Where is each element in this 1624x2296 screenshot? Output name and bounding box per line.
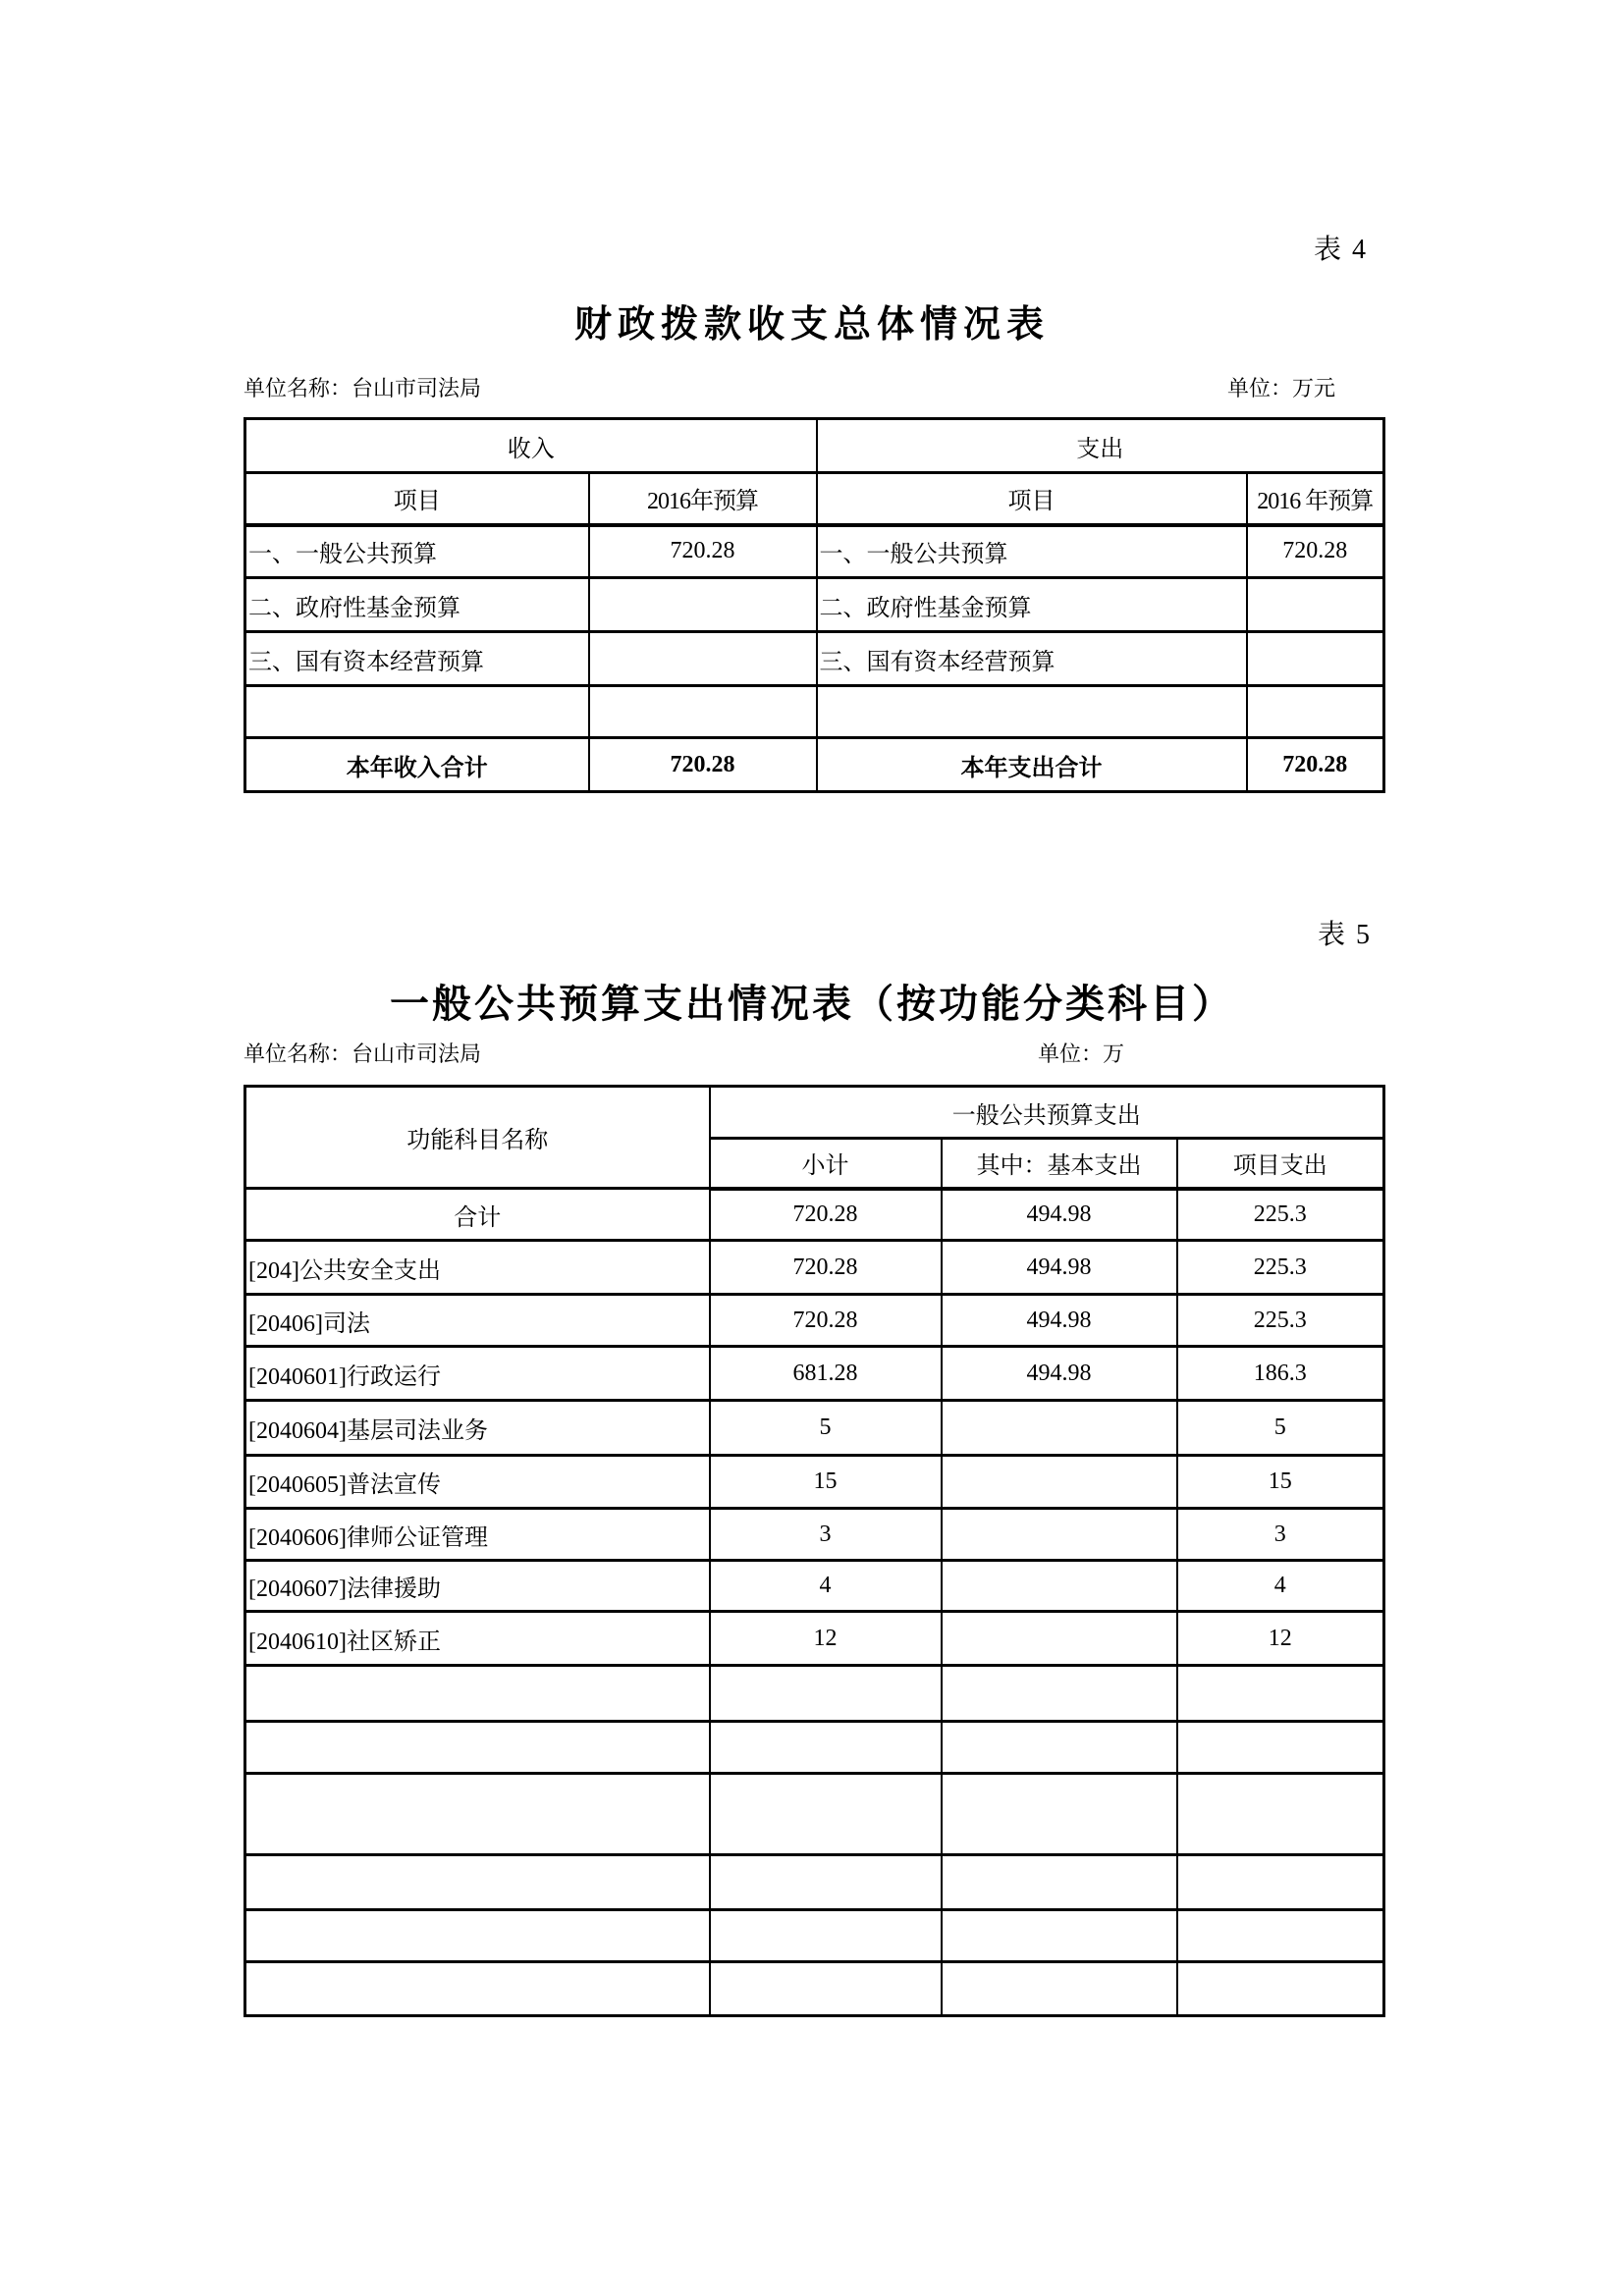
project-cell: 4 xyxy=(1177,1561,1384,1612)
subtotal-cell: 15 xyxy=(710,1456,942,1509)
table5-unit: 单位：万 xyxy=(1038,1041,1125,1066)
income-total-label: 本年收入合计 xyxy=(245,738,589,792)
basic-cell xyxy=(942,1612,1177,1666)
basic-cell xyxy=(942,1456,1177,1509)
table4-label: 表 4 xyxy=(1314,235,1369,265)
project-cell: 15 xyxy=(1177,1456,1384,1509)
table-row xyxy=(245,1666,1384,1722)
empty-cell xyxy=(1177,1855,1384,1910)
expense-header: 支出 xyxy=(817,419,1384,473)
income-value-cell xyxy=(589,686,817,738)
empty-cell xyxy=(245,1855,710,1910)
table-row xyxy=(245,1456,1384,1509)
expense-item-cell xyxy=(817,686,1247,738)
table-row xyxy=(245,578,1384,632)
expense-value-cell xyxy=(1247,578,1384,632)
basic-cell xyxy=(942,1509,1177,1561)
empty-cell xyxy=(942,1962,1177,2016)
table-row xyxy=(245,1295,1384,1347)
subtotal-cell: 12 xyxy=(710,1612,942,1666)
expense-total-label: 本年支出合计 xyxy=(817,738,1247,792)
table-row xyxy=(245,1910,1384,1962)
empty-cell xyxy=(1177,1910,1384,1962)
table-row xyxy=(245,632,1384,686)
table-row xyxy=(245,1401,1384,1456)
empty-cell xyxy=(710,1910,942,1962)
table-row xyxy=(245,1509,1384,1561)
expense-budget-header: 2016 年预算 xyxy=(1247,473,1384,525)
table5-title: 一般公共预算支出情况表（按功能分类科目） xyxy=(390,983,1234,1026)
table-row xyxy=(245,1189,1384,1241)
table-row xyxy=(245,1561,1384,1612)
table-row xyxy=(245,1241,1384,1295)
function-name-cell: [2040604]基层司法业务 xyxy=(245,1401,710,1456)
project-cell: 225.3 xyxy=(1177,1241,1384,1295)
basic-cell: 494.98 xyxy=(942,1295,1177,1347)
empty-cell xyxy=(942,1855,1177,1910)
function-name-cell: 合计 xyxy=(245,1189,710,1241)
empty-cell xyxy=(942,1910,1177,1962)
table-row xyxy=(245,1962,1384,2016)
income-value-cell xyxy=(589,632,817,686)
empty-cell xyxy=(710,1855,942,1910)
table-row xyxy=(245,1612,1384,1666)
empty-cell xyxy=(1177,1962,1384,2016)
subtotal-cell: 3 xyxy=(710,1509,942,1561)
function-name-cell: [2040606]律师公证管理 xyxy=(245,1509,710,1561)
function-name-cell: [204]公共安全支出 xyxy=(245,1241,710,1295)
table-row xyxy=(245,1087,1384,1139)
subtotal-cell: 720.28 xyxy=(710,1189,942,1241)
table-row xyxy=(245,1855,1384,1910)
subtotal-cell: 720.28 xyxy=(710,1295,942,1347)
table-row xyxy=(245,738,1384,792)
empty-cell xyxy=(1177,1666,1384,1722)
subtotal-cell: 5 xyxy=(710,1401,942,1456)
empty-cell xyxy=(1177,1722,1384,1774)
expense-value-cell: 720.28 xyxy=(1247,525,1384,578)
table-row xyxy=(245,525,1384,578)
basic-cell xyxy=(942,1401,1177,1456)
project-cell: 5 xyxy=(1177,1401,1384,1456)
function-name-cell: [2040605]普法宣传 xyxy=(245,1456,710,1509)
table-row xyxy=(245,473,1384,525)
function-name-cell: [20406]司法 xyxy=(245,1295,710,1347)
table-row xyxy=(245,686,1384,738)
empty-cell xyxy=(710,1666,942,1722)
basic-cell xyxy=(942,1561,1177,1612)
function-name-cell: [2040607]法律援助 xyxy=(245,1561,710,1612)
table-row xyxy=(245,419,1384,473)
empty-cell xyxy=(245,1722,710,1774)
fiscal-overview-table xyxy=(244,417,1385,793)
income-item-cell xyxy=(245,686,589,738)
income-value-cell xyxy=(589,578,817,632)
table4-title: 财政拨款收支总体情况表 xyxy=(573,304,1050,346)
expense-item-cell: 二、政府性基金预算 xyxy=(817,578,1247,632)
expense-value-cell xyxy=(1247,686,1384,738)
basic-cell: 494.98 xyxy=(942,1241,1177,1295)
project-cell: 3 xyxy=(1177,1509,1384,1561)
income-budget-header: 2016年预算 xyxy=(589,473,817,525)
subtotal-cell: 720.28 xyxy=(710,1241,942,1295)
empty-cell xyxy=(942,1666,1177,1722)
table5-unit-name: 单位名称：台山市司法局 xyxy=(244,1041,482,1066)
project-cell: 225.3 xyxy=(1177,1295,1384,1347)
project-expenditure-header: 项目支出 xyxy=(1177,1139,1384,1189)
subtotal-cell: 681.28 xyxy=(710,1347,942,1401)
table-row xyxy=(245,1722,1384,1774)
function-name-header: 功能科目名称 xyxy=(245,1087,710,1189)
empty-cell xyxy=(245,1774,710,1855)
basic-cell: 494.98 xyxy=(942,1347,1177,1401)
expense-item-header: 项目 xyxy=(817,473,1247,525)
empty-cell xyxy=(245,1962,710,2016)
table4-unit-name: 单位名称：台山市司法局 xyxy=(244,376,482,400)
expense-value-cell xyxy=(1247,632,1384,686)
functional-expenditure-table xyxy=(244,1085,1385,2017)
table-row xyxy=(245,1347,1384,1401)
empty-cell xyxy=(942,1774,1177,1855)
project-cell: 186.3 xyxy=(1177,1347,1384,1401)
income-item-cell: 三、国有资本经营预算 xyxy=(245,632,589,686)
general-budget-group-header: 一般公共预算支出 xyxy=(710,1087,1384,1139)
empty-cell xyxy=(942,1722,1177,1774)
income-item-cell: 一、一般公共预算 xyxy=(245,525,589,578)
income-total-value: 720.28 xyxy=(589,738,817,792)
subtotal-header: 小计 xyxy=(710,1139,942,1189)
table4-unit: 单位：万元 xyxy=(1227,376,1336,400)
income-item-cell: 二、政府性基金预算 xyxy=(245,578,589,632)
function-name-cell: [2040610]社区矫正 xyxy=(245,1612,710,1666)
empty-cell xyxy=(710,1722,942,1774)
basic-expenditure-header: 其中：基本支出 xyxy=(942,1139,1177,1189)
subtotal-cell: 4 xyxy=(710,1561,942,1612)
empty-cell xyxy=(710,1774,942,1855)
income-value-cell: 720.28 xyxy=(589,525,817,578)
empty-cell xyxy=(710,1962,942,2016)
project-cell: 225.3 xyxy=(1177,1189,1384,1241)
project-cell: 12 xyxy=(1177,1612,1384,1666)
table-row xyxy=(245,1774,1384,1855)
function-name-cell: [2040601]行政运行 xyxy=(245,1347,710,1401)
income-header: 收入 xyxy=(245,419,817,473)
table5-label: 表 5 xyxy=(1318,920,1373,950)
basic-cell: 494.98 xyxy=(942,1189,1177,1241)
income-item-header: 项目 xyxy=(245,473,589,525)
expense-item-cell: 三、国有资本经营预算 xyxy=(817,632,1247,686)
empty-cell xyxy=(1177,1774,1384,1855)
expense-item-cell: 一、一般公共预算 xyxy=(817,525,1247,578)
empty-cell xyxy=(245,1910,710,1962)
expense-total-value: 720.28 xyxy=(1247,738,1384,792)
empty-cell xyxy=(245,1666,710,1722)
